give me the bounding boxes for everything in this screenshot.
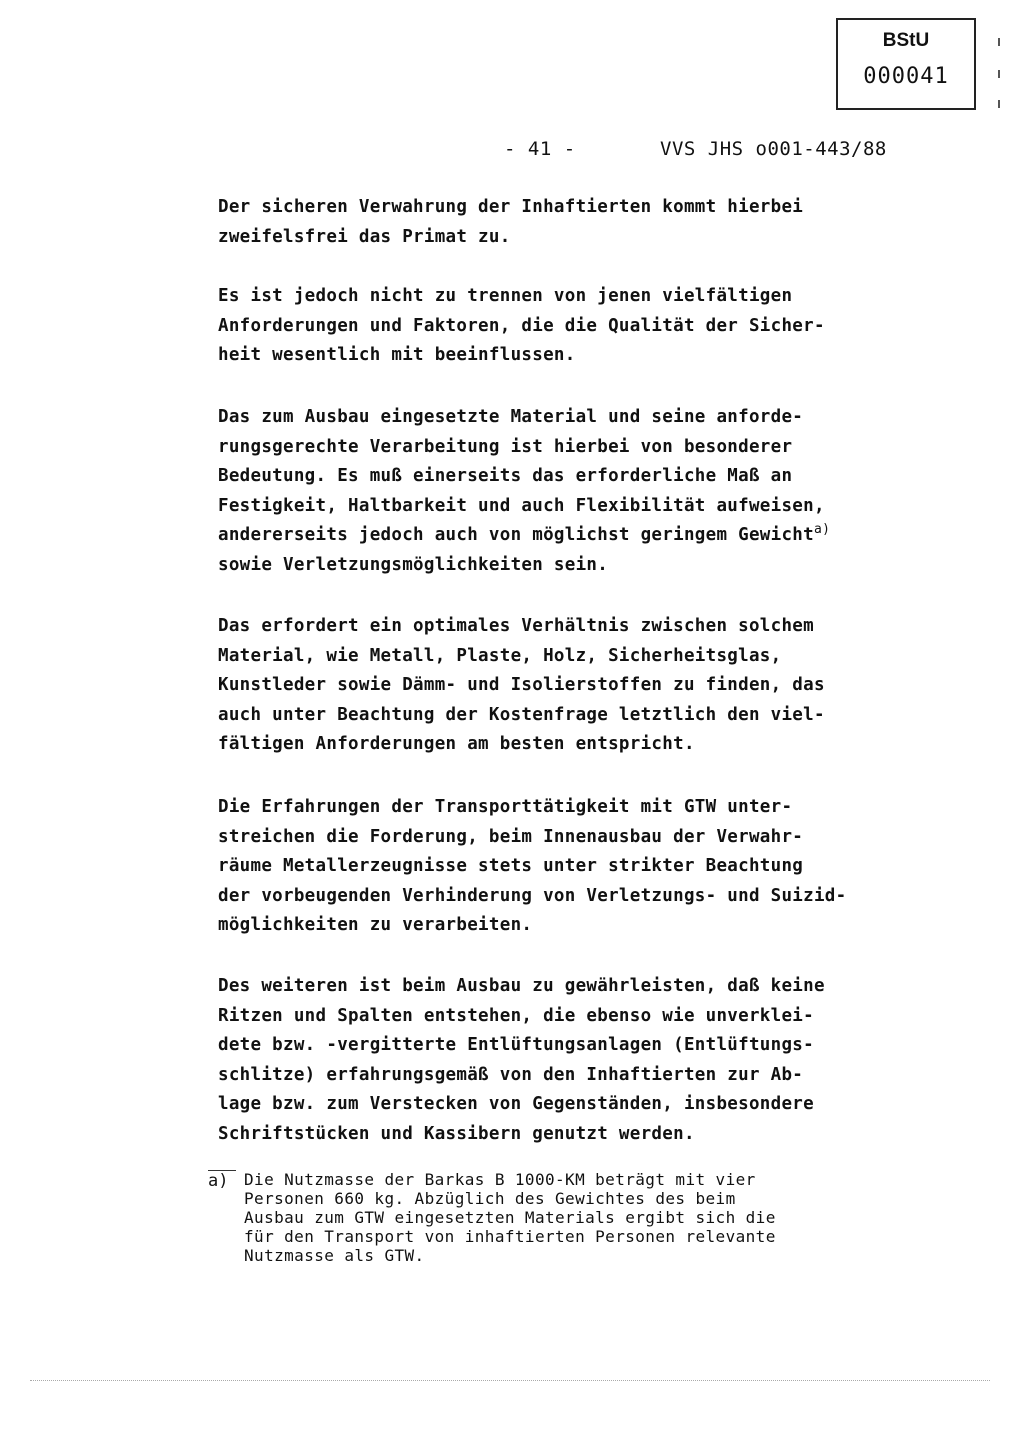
footnote-text: Die Nutzmasse der Barkas B 1000-KM beträgt mit vier Personen 660 kg. Abzüglich des Gewichtes des beim Ausbau zum GTW eingesetzten Materials ergibt sich die für den Transport von inhaftierten Personen relevante Nutzmasse als GTW. bbox=[244, 1170, 776, 1265]
document-reference: VVS JHS o001-443/88 bbox=[660, 138, 887, 160]
stamp-mark bbox=[998, 38, 1000, 46]
paragraph: Des weiteren ist beim Ausbau zu gewährleisten, daß keine Ritzen und Spalten entstehen, die ebenso wie unverklei- dete bzw. -vergitterte Entlüftungsanlagen (Entlüftungs- schlitze) erfahrungsgemäß von den Inhaftierten zur Ab- lage bzw. zum Verstecken von Gegenständen, insbesondere Schriftstücken und Kassibern genutzt werden. bbox=[218, 976, 825, 1144]
stamp-mark bbox=[998, 100, 1000, 108]
paragraph: Der sicheren Verwahrung der Inhaftierten kommt hierbei zweifelsfrei das Primat zu. bbox=[218, 197, 804, 247]
paragraph: Es ist jedoch nicht zu trennen von jenen vielfältigen Anforderungen und Faktoren, die die Qualität der Sicher- heit wesentlich mit beeinflussen. bbox=[218, 286, 825, 365]
paragraph-text: Das zum Ausbau eingesetzte Material und seine anforde- rungsgerechte Verarbeitung ist hierbei von besonderer Bedeutung. Es muß einerseits das erforderliche Maß an Festigkeit, Haltbarkeit und auch Flexibilität aufweisen, andererseits jedoch auch von möglichst geringem Gewicht bbox=[218, 407, 825, 545]
paragraph-material bbox=[218, 403, 918, 580]
stamp-label: BStU bbox=[882, 30, 930, 51]
scan-artifact-line bbox=[30, 1380, 990, 1381]
stamp-mark bbox=[998, 70, 1000, 78]
footnote-marker: a) bbox=[208, 1170, 236, 1191]
paragraph: Die Erfahrungen der Transporttätigkeit mit GTW unter- streichen die Forderung, beim Innenausbau der Verwahr- räume Metallerzeugnisse stets unter strikter Beachtung der vorbeugenden Verhinderung von Verletzungs- und Suizid- möglichkeiten zu verarbeiten. bbox=[218, 797, 847, 935]
page-number: - 41 - bbox=[504, 138, 576, 160]
footnote-reference: a) bbox=[813, 522, 831, 538]
stamp-number: 000041 bbox=[863, 64, 949, 89]
archive-stamp bbox=[836, 18, 976, 110]
paragraph: Das erfordert ein optimales Verhältnis zwischen solchem Material, wie Metall, Plaste, Holz, Sicherheitsglas, Kunstleder sowie Dämm- und Isolierstoffen zu finden, das auch unter Beachtung der Kostenfrage letztlich den viel- fältigen Anforderungen am besten entspricht. bbox=[218, 616, 825, 754]
paragraph-text: sowie Verletzungsmöglichkeiten sein. bbox=[218, 554, 609, 575]
